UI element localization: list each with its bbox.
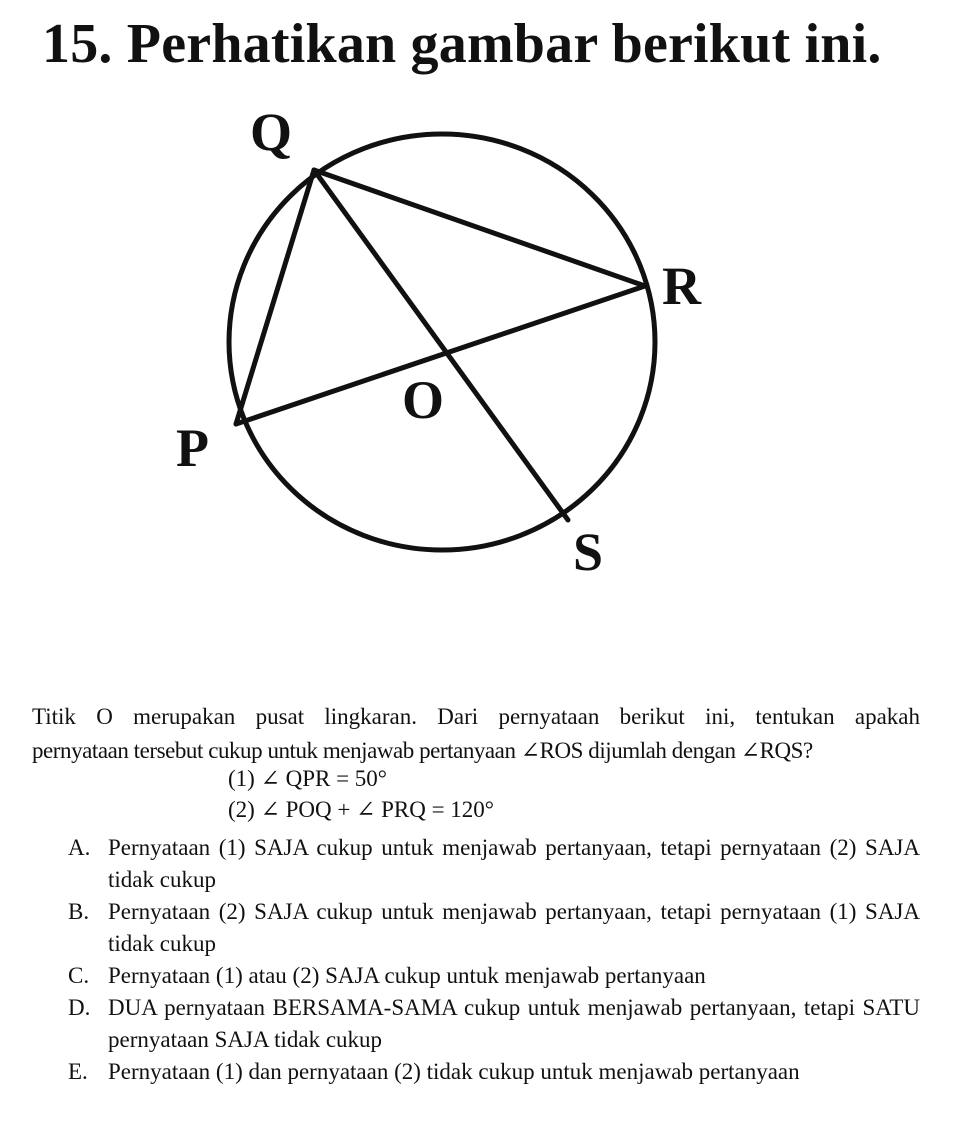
label-q: Q <box>250 102 293 162</box>
option-e[interactable] <box>68 1056 928 1088</box>
chord-pq <box>236 170 314 424</box>
option-letter: C. <box>68 963 90 988</box>
option-letter: D. <box>68 995 91 1020</box>
option-d[interactable] <box>68 992 928 1056</box>
label-r: R <box>662 256 701 316</box>
option-b[interactable] <box>68 896 928 960</box>
circle <box>229 134 655 550</box>
option-text: Pernyataan (1) dan pernyataan (2) tidak cukup untuk menjawab pertanyaan <box>108 1059 800 1084</box>
question-title: 15. Perhatikan gambar berikut ini. <box>42 13 882 75</box>
statement-1: (1) ∠ QPR = 50° <box>228 766 388 791</box>
option-a[interactable] <box>68 832 928 896</box>
answer-options <box>68 832 928 1088</box>
option-c[interactable] <box>68 960 928 992</box>
option-text: DUA pernyataan BERSAMA-SAMA cukup untuk menjawab pertanyaan, tetapi SATU pernyataan SAJA tidak cukup <box>108 995 920 1052</box>
option-text: Pernyataan (1) SAJA cukup untuk menjawab pertanyaan, tetapi pernyataan (2) SAJA tidak cukup <box>108 835 920 892</box>
statement-2: (2) ∠ POQ + ∠ PRQ = 120° <box>228 797 495 822</box>
option-letter: B. <box>68 899 90 924</box>
option-letter: A. <box>68 835 91 860</box>
option-letter: E. <box>68 1059 88 1084</box>
diameter-qs <box>314 170 568 520</box>
stem-line-1: Titik O merupakan pusat lingkaran. Dari pernyataan berikut ini, tentukan apakah <box>32 704 920 729</box>
option-text: Pernyataan (2) SAJA cukup untuk menjawab pertanyaan, tetapi pernyataan (1) SAJA tidak cukup <box>108 899 920 956</box>
label-s: S <box>573 522 604 582</box>
label-o: O <box>402 370 445 430</box>
chord-qr <box>314 170 645 286</box>
label-p: P <box>176 418 209 478</box>
option-text: Pernyataan (1) atau (2) SAJA cukup untuk menjawab pertanyaan <box>108 963 706 988</box>
question-stem <box>32 700 920 768</box>
stem-line-2: pernyataan tersebut cukup untuk menjawab pertanyaan ∠ROS dijumlah dengan ∠RQS? <box>32 738 813 763</box>
